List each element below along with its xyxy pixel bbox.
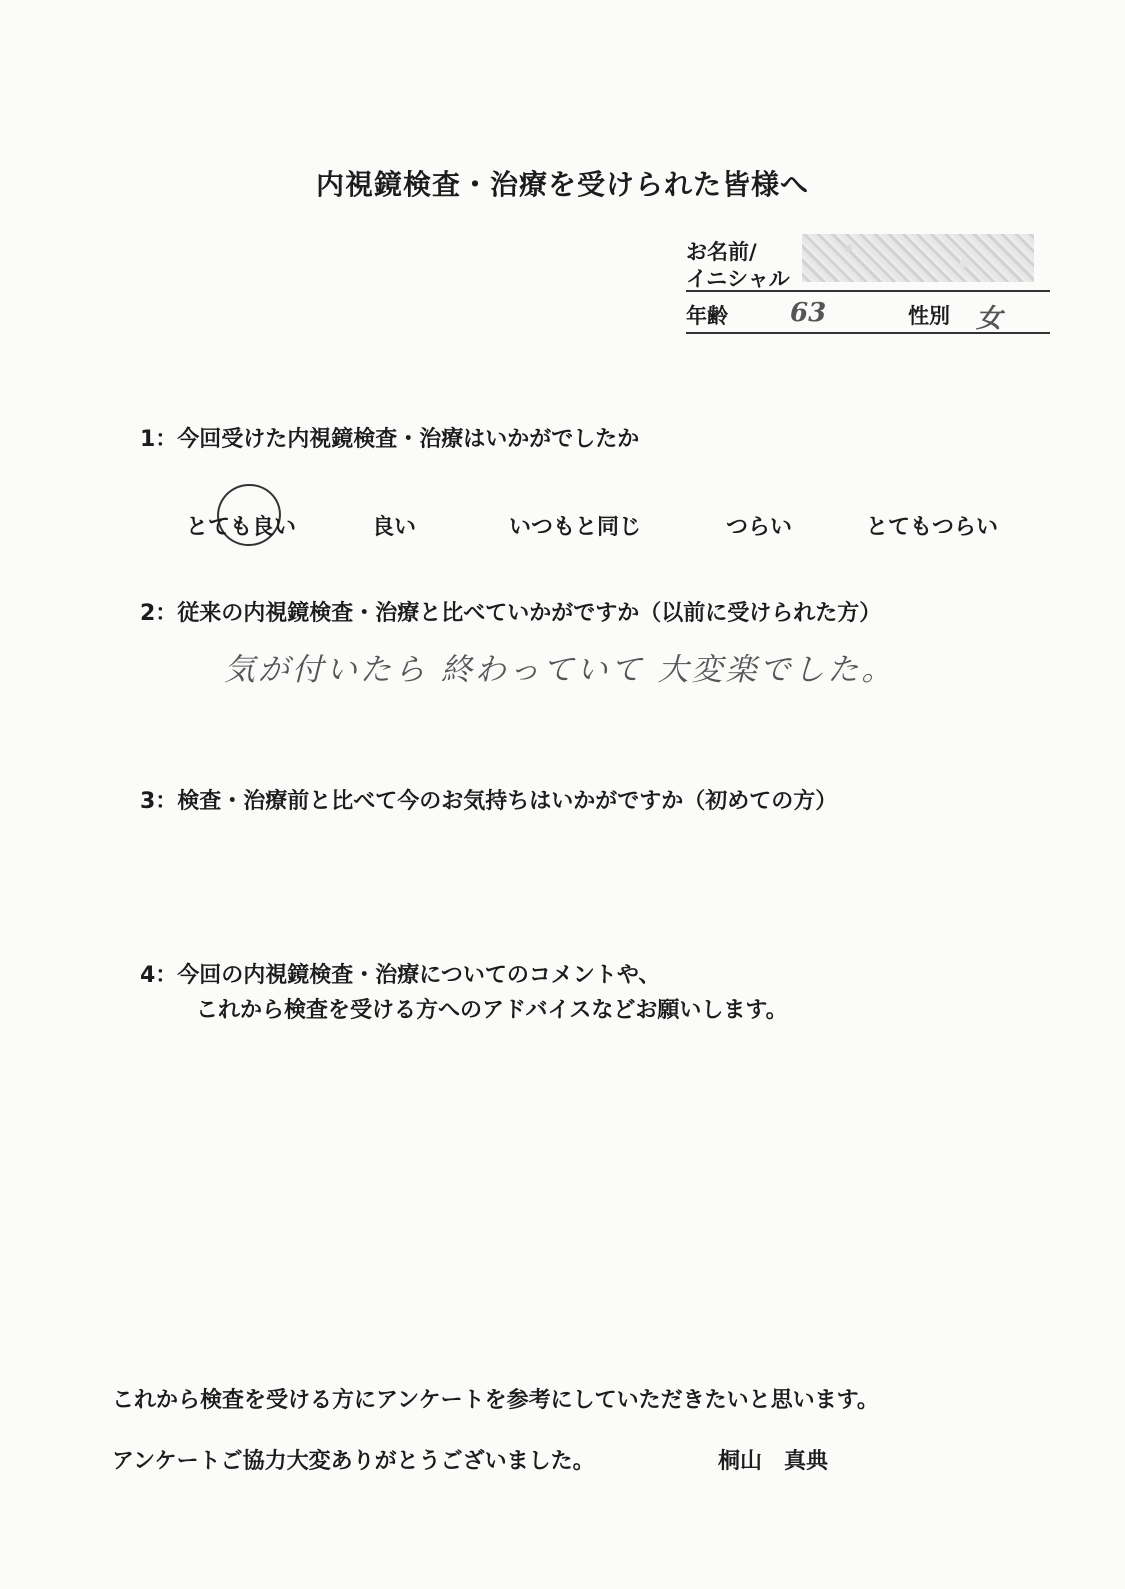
option-very-good: とても良い	[186, 515, 297, 540]
question-4-line-2: これから検査を受ける方へのアドバイスなどお願いします。	[196, 998, 788, 1023]
option-hard: つらい	[726, 515, 793, 540]
signature: 桐山 真典	[718, 1449, 829, 1474]
question-2: 2：従来の内視鏡検査・治療と比べていかがですか（以前に受けられた方）	[140, 601, 882, 626]
name-label: お名前/	[686, 240, 757, 264]
option-same-as-usual: いつもと同じ	[509, 515, 642, 540]
age-value: 63	[790, 298, 827, 328]
question-4-line-1: 4：今回の内視鏡検査・治療についてのコメントや、	[140, 963, 661, 988]
respondent-info-box	[686, 232, 1050, 342]
question-3: 3：検査・治療前と比べて今のお気持ちはいかがですか（初めての方）	[140, 789, 838, 814]
sex-label: 性別	[908, 304, 950, 328]
question-1: 1：今回受けた内視鏡検査・治療はいかがでしたか	[140, 427, 640, 452]
page-title: 内視鏡検査・治療を受けられた皆様へ	[315, 168, 809, 201]
sex-value: 女	[976, 304, 1003, 334]
info-divider	[686, 290, 1050, 292]
age-label: 年齢	[686, 304, 728, 328]
footer-line-1: これから検査を受ける方にアンケートを参考にしていただきたいと思います。	[112, 1388, 879, 1413]
info-bottom-rule	[686, 332, 1050, 334]
option-good: 良い	[372, 515, 417, 540]
answer-2-handwritten: 気が付いたら 終わっていて 大変楽でした。	[224, 652, 896, 688]
footer-line-2: アンケートご協力大変ありがとうございました。	[112, 1449, 595, 1474]
redacted-name-field	[802, 234, 1034, 282]
initial-label: イニシャル	[686, 267, 790, 291]
option-very-hard: とてもつらい	[866, 515, 999, 540]
